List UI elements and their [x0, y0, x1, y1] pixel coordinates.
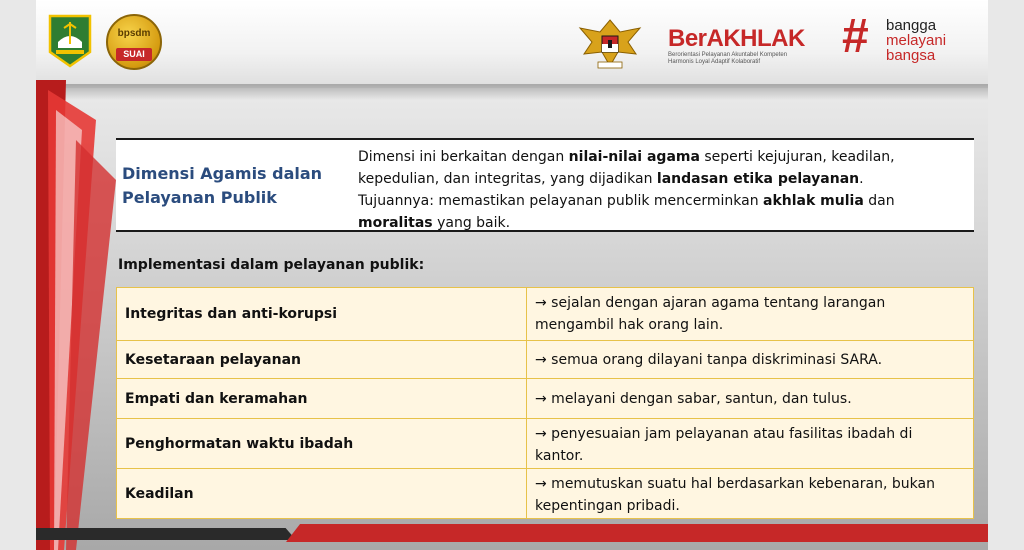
garuda-pancasila-emblem: [574, 14, 646, 72]
bangga-line-3: bangsa: [886, 47, 936, 64]
definition-text: seperti kejujuran, keadilan, kepedulian, dan integritas, yang dijadikan: [358, 149, 895, 187]
left-red-ribbon-decoration: [36, 80, 116, 550]
footer-red-stripe: [286, 524, 988, 542]
berakhlak-logo: [668, 26, 838, 66]
definition-card: [116, 138, 974, 232]
implementation-table: [116, 287, 974, 519]
row-label: Integritas dan anti-korupsi: [117, 288, 527, 340]
definition-text: .: [859, 171, 864, 187]
row-description: → memutuskan suatu hal berdasarkan kebenaran, bukan kepentingan pribadi.: [535, 476, 935, 514]
row-description: → penyesuaian jam pelayanan atau fasilitas ibadah di kantor.: [535, 426, 913, 464]
definition-text: yang baik.: [432, 215, 511, 231]
slide: [36, 0, 988, 550]
definition-text: dan: [863, 193, 895, 209]
row-label: Empati dan keramahan: [117, 379, 527, 418]
definition-text: Dimensi ini berkaitan dengan: [358, 149, 569, 165]
table-row: [117, 378, 973, 418]
definition-body: [358, 146, 964, 234]
header-shadow: [36, 84, 988, 100]
berakhlak-tagline-1: Berorientasi Pelayanan Akuntabel Kompeten: [668, 52, 788, 58]
definition-emphasis: moralitas: [358, 215, 433, 231]
row-label: Kesetaraan pelayanan: [117, 341, 527, 378]
definition-emphasis: akhlak mulia: [763, 193, 864, 209]
bpsdm-logo: [106, 14, 162, 70]
definition-emphasis: nilai-nilai agama: [568, 149, 700, 165]
bangga-melayani-bangsa-logo: [842, 10, 982, 66]
bangga-line-1: bangga: [886, 17, 937, 34]
bangga-line-2: melayani: [886, 32, 947, 49]
table-row: [117, 340, 973, 378]
row-label: Penghormatan waktu ibadah: [117, 419, 527, 468]
table-row: [117, 468, 973, 518]
row-description: → sejalan dengan ajaran agama tentang larangan mengambil hak orang lain.: [535, 295, 886, 333]
table-row: [117, 288, 973, 340]
table-row: [117, 418, 973, 468]
definition-text: Tujuannya: memastikan pelayanan publik mencerminkan: [358, 193, 764, 209]
implementation-heading: Implementasi dalam pelayanan publik:: [118, 257, 425, 273]
bangga-hash-symbol: #: [842, 10, 869, 63]
berakhlak-tagline-2: Harmonis Loyal Adaptif Kolaboratif: [668, 59, 761, 65]
footer-dark-stripe: [36, 528, 296, 540]
berakhlak-wordmark: BerAKHLAK: [668, 25, 805, 52]
riau-province-logo: [46, 12, 94, 68]
definition-title: Dimensi Agamis dalan Pelayanan Publik: [122, 164, 323, 207]
bpsdm-logo-badge: SUAI: [116, 48, 152, 61]
row-description: → semua orang dilayani tanpa diskriminasi SARA.: [535, 351, 883, 368]
definition-emphasis: landasan etika pelayanan: [656, 171, 860, 187]
bpsdm-logo-text: bpsdm: [117, 28, 151, 39]
row-description: → melayani dengan sabar, santun, dan tulus.: [535, 390, 852, 407]
row-label: Keadilan: [117, 469, 527, 518]
